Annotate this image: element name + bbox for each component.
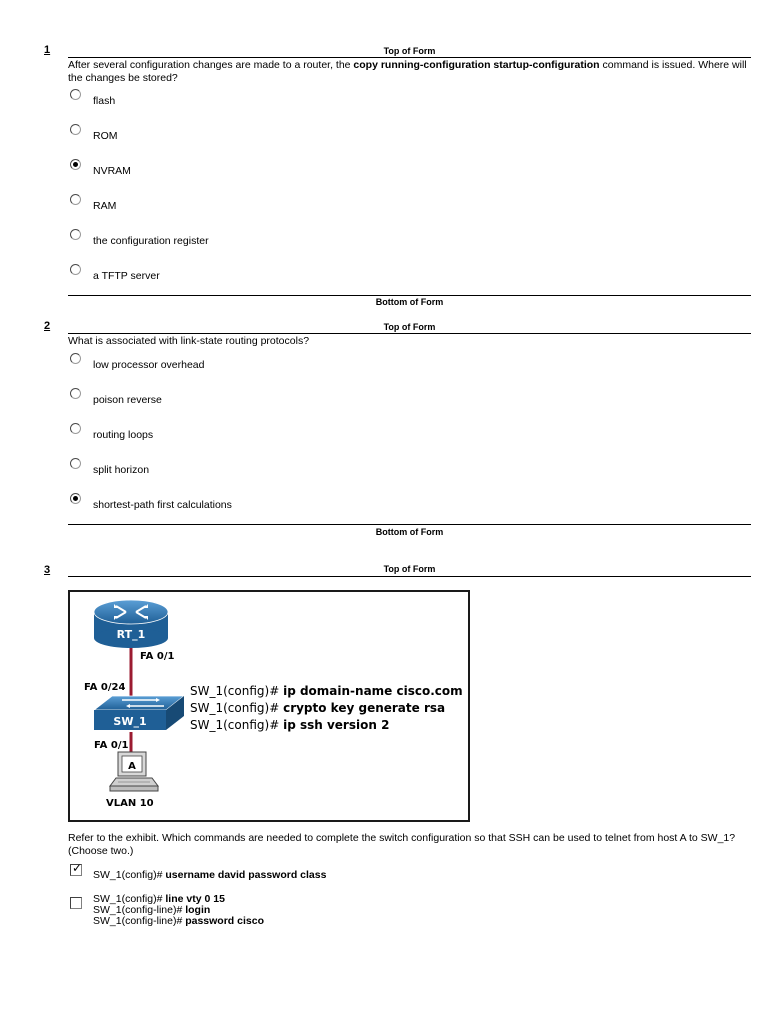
option-label (93, 894, 264, 927)
question-text-part: command is issued. Where will the changes be stored? (68, 59, 747, 84)
option-label: the configuration register (93, 235, 209, 247)
radio-button[interactable] (70, 194, 81, 205)
answer-option[interactable] (70, 264, 670, 286)
switch-host-port-label: FA 0/1 (94, 740, 129, 751)
form-top-rule (68, 333, 751, 334)
form-top-label: Top of Form (383, 46, 436, 56)
answer-option[interactable] (70, 124, 670, 146)
option-label: flash (93, 95, 116, 107)
network-topology (70, 592, 468, 820)
form-bottom-label: Bottom of Form (375, 527, 444, 537)
radio-button[interactable] (70, 458, 81, 469)
question-number: 3 (44, 564, 51, 576)
host-label: A (128, 761, 136, 772)
form-top-rule (68, 57, 751, 58)
form-top-label: Top of Form (383, 322, 436, 332)
radio-button[interactable] (70, 423, 81, 434)
radio-button[interactable] (70, 264, 81, 275)
answer-option[interactable] (70, 159, 670, 181)
answer-option[interactable] (70, 89, 670, 111)
question-text (68, 59, 758, 85)
router-port-label: FA 0/1 (140, 651, 175, 662)
radio-button[interactable] (70, 353, 81, 364)
option-command: username david password class (165, 869, 327, 881)
option-line: SW_1(config)# line vty 0 15 (93, 893, 225, 905)
form-bottom-rule (68, 295, 751, 296)
radio-button[interactable] (70, 229, 81, 240)
option-label: routing loops (93, 429, 154, 441)
answer-option[interactable] (70, 894, 670, 934)
vlan-label: VLAN 10 (106, 798, 154, 809)
question-number: 2 (44, 320, 51, 332)
answer-option[interactable] (70, 458, 670, 480)
answer-option[interactable] (70, 493, 670, 515)
answer-option[interactable] (70, 229, 670, 251)
radio-button[interactable] (70, 124, 81, 135)
answer-option[interactable] (70, 423, 670, 445)
checkbox-checked[interactable] (70, 861, 83, 876)
option-label: ROM (93, 130, 118, 142)
exhibit-command-line: SW_1(config)# crypto key generate rsa (190, 701, 446, 715)
radio-button[interactable] (70, 388, 81, 399)
option-line: SW_1(config-line)# password cisco (93, 915, 264, 927)
option-line: SW_1(config-line)# login (93, 904, 211, 916)
question-text: Refer to the exhibit. Which commands are needed to complete the switch configuration so that SSH can be used to telnet from host A to SW_1? (Choose two.) (68, 832, 736, 857)
radio-button-selected[interactable] (70, 493, 81, 504)
form-bottom-rule (68, 524, 751, 525)
question-command: copy running-configuration startup-configuration (353, 59, 600, 71)
radio-button[interactable] (70, 89, 81, 100)
exhibit-command-line: SW_1(config)# ip ssh version 2 (190, 718, 390, 732)
radio-button-selected[interactable] (70, 159, 81, 170)
exhibit-command-line: SW_1(config)# ip domain-name cisco.com (190, 684, 463, 698)
answer-option[interactable] (70, 388, 670, 410)
form-bottom-label: Bottom of Form (375, 297, 444, 307)
answer-option[interactable] (70, 353, 670, 375)
switch-uplink-label: FA 0/24 (84, 682, 126, 693)
option-label (93, 870, 326, 881)
switch-label: SW_1 (113, 715, 147, 728)
option-label: RAM (93, 200, 117, 212)
exhibit-diagram (68, 590, 470, 822)
answer-option[interactable] (70, 861, 670, 884)
option-prompt: SW_1(config)# (93, 869, 166, 881)
form-top-label: Top of Form (383, 564, 436, 574)
form-top-rule (68, 576, 751, 577)
option-label: low processor overhead (93, 359, 205, 371)
checkbox[interactable] (70, 897, 82, 909)
option-label: poison reverse (93, 394, 162, 406)
option-label: split horizon (93, 464, 150, 476)
question-number: 1 (44, 44, 51, 56)
option-label: a TFTP server (93, 270, 160, 282)
router-label: RT_1 (116, 628, 146, 641)
question-text-part: After several configuration changes are made to a router, the (68, 59, 354, 71)
question-text: What is associated with link-state routing protocols? (68, 335, 310, 347)
option-label: shortest-path first calculations (93, 499, 232, 511)
check-icon: ✓ (72, 861, 83, 875)
answer-option[interactable] (70, 194, 670, 216)
option-label: NVRAM (93, 165, 131, 177)
